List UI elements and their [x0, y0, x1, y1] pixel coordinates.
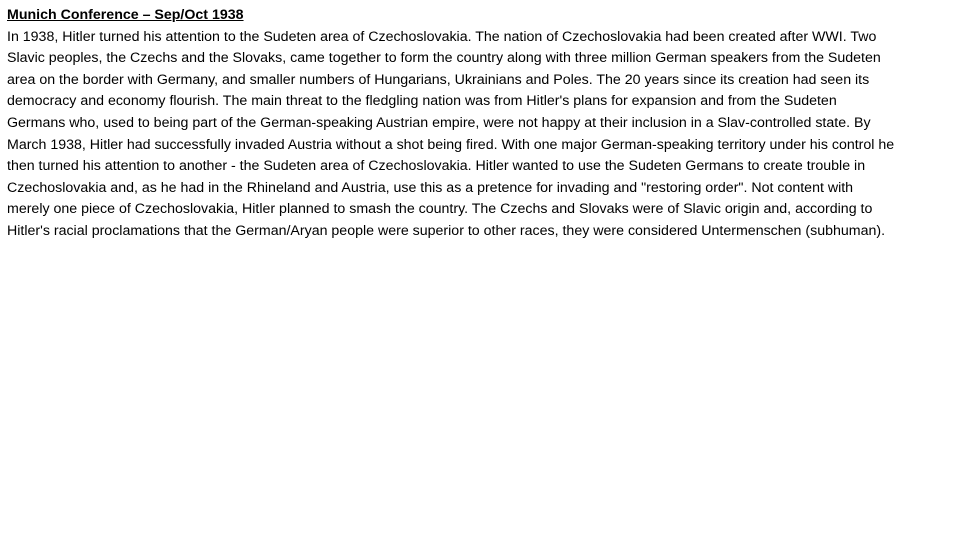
text-block: [7, 5, 897, 243]
slide-title: Munich Conference – Sep/Oct 1938: [7, 7, 244, 23]
slide-body-text: In 1938, Hitler turned his attention to the Sudeten area of Czechoslovakia. The nation of Czechoslovakia had been created after WWI. Two Slavic peoples, the Czechs and the Slovaks, came together to form the country along with three million German speakers from the Sudeten area on the border with Germany, and smaller numbers of Hungarians, Ukrainians and Poles. The 20 years since its creation had seen its democracy and economy flourish. The main threat to the fledgling nation was from Hitler's plans for expansion and from the Sudeten Germans who, used to being part of the German-speaking Austrian empire, were not happy at their inclusion in a Slav-controlled state. By March 1938, Hitler had successfully invaded Austria without a shot being fired. With one major German-speaking territory under his control he then turned his attention to another - the Sudeten area of Czechoslovakia. Hitler wanted to use the Sudeten Germans to create trouble in Czechoslovakia and, as he had in the Rhineland and Austria, use this as a pretence for invading and "restoring order". Not content with merely one piece of Czechoslovakia, Hitler planned to smash the country. The Czechs and Slovaks were of Slavic origin and, according to Hitler's racial proclamations that the German/Aryan people were superior to other races, they were considered Untermenschen (subhuman).: [7, 28, 895, 239]
